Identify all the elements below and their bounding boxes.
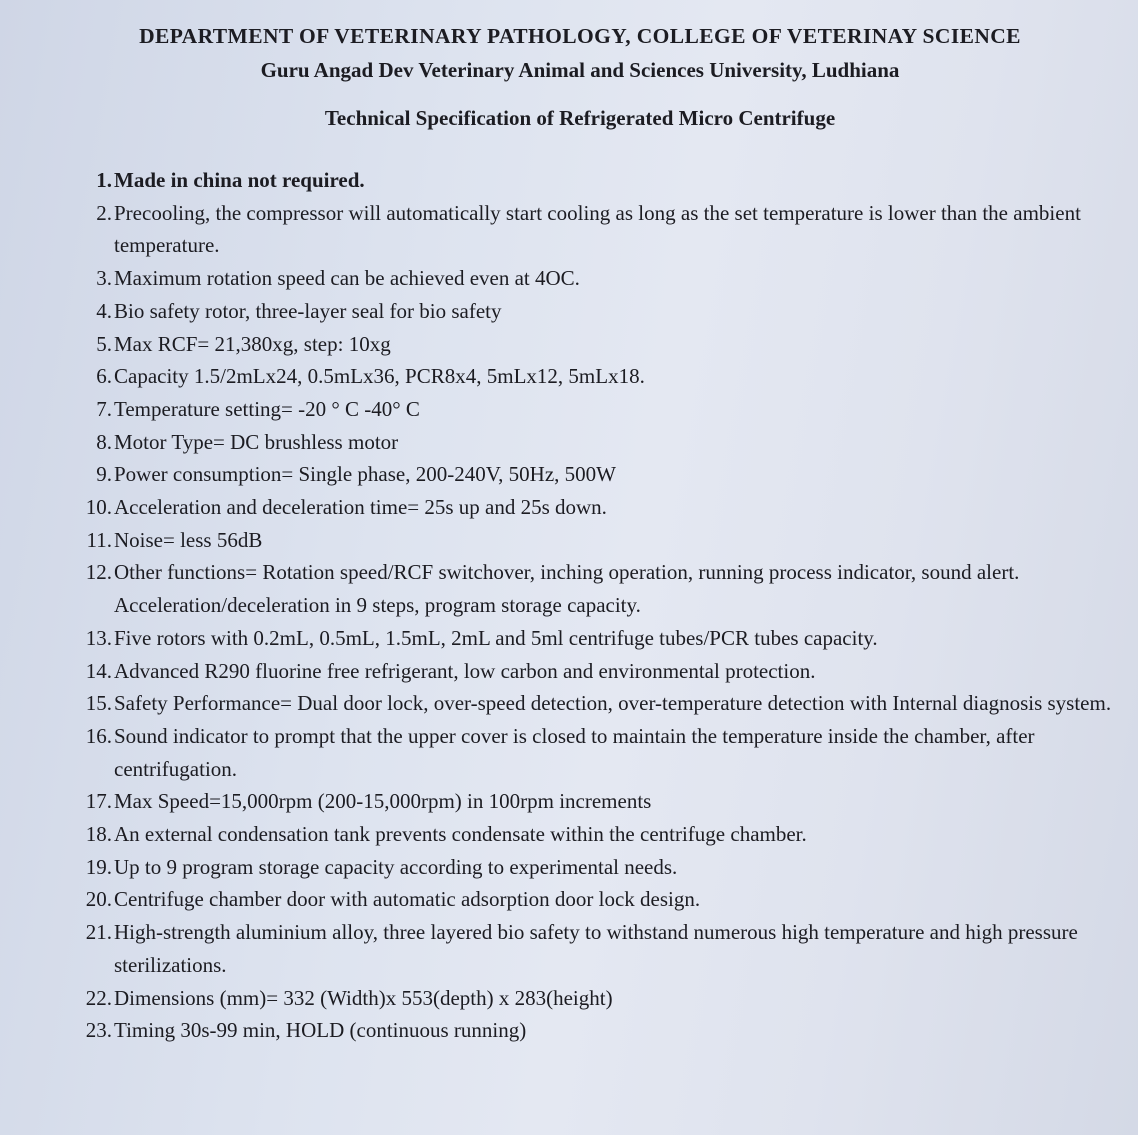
spec-text: Power consumption= Single phase, 200-240V, 50Hz, 500W (114, 462, 616, 487)
spec-number: 14. (85, 658, 112, 683)
spec-text: Noise= less 56dB (114, 527, 263, 552)
spec-item (72, 164, 1112, 197)
spec-number: 23. (85, 1018, 112, 1043)
spec-number: 1. (96, 168, 112, 192)
spec-item (72, 491, 1112, 524)
specification-list (72, 164, 1112, 1047)
spec-item (72, 785, 1112, 818)
spec-text: Temperature setting= -20 ° C -40° C (114, 396, 420, 421)
spec-number: 5. (96, 331, 112, 356)
spec-item (72, 818, 1112, 851)
spec-item (72, 982, 1112, 1015)
spec-item (72, 393, 1112, 426)
spec-number: 21. (85, 920, 112, 945)
spec-item (72, 524, 1112, 557)
spec-number: 11. (86, 527, 112, 552)
spec-text: Acceleration and deceleration time= 25s up and 25s down. (114, 495, 607, 520)
spec-item (72, 916, 1112, 981)
document-title: Technical Specification of Refrigerated Micro Centrifuge (324, 106, 836, 130)
spec-item (72, 655, 1112, 688)
spec-text: Max Speed=15,000rpm (200-15,000rpm) in 100rpm increments (114, 789, 652, 814)
spec-item (72, 197, 1112, 262)
spec-item (72, 295, 1112, 328)
spec-text: Centrifuge chamber door with automatic adsorption door lock design. (114, 887, 701, 912)
spec-text: Maximum rotation speed can be achieved even at 4OC. (114, 266, 580, 291)
spec-number: 15. (85, 691, 112, 716)
spec-number: 6. (96, 364, 112, 389)
spec-number: 12. (85, 560, 112, 585)
spec-number: 18. (85, 822, 112, 847)
spec-item (72, 458, 1112, 491)
spec-text: Max RCF= 21,380xg, step: 10xg (114, 331, 391, 356)
university-heading: Guru Angad Dev Veterinary Animal and Sciences University, Ludhiana (260, 58, 900, 82)
spec-text: Safety Performance= Dual door lock, over-speed detection, over-temperature detection with Internal diagnosis system. (114, 691, 1112, 716)
spec-item (72, 622, 1112, 655)
spec-item (72, 262, 1112, 295)
spec-item (72, 687, 1112, 720)
spec-text: Made in china not required. (114, 168, 365, 192)
spec-number: 7. (96, 396, 112, 421)
spec-item (72, 1014, 1112, 1047)
spec-number: 10. (85, 495, 112, 520)
spec-text: Precooling, the compressor will automatically start cooling as long as the set temperature is lower than the ambient temperature. (114, 200, 1081, 258)
spec-text: Timing 30s-99 min, HOLD (continuous running) (114, 1018, 527, 1043)
spec-text: Five rotors with 0.2mL, 0.5mL, 1.5mL, 2mL and 5ml centrifuge tubes/PCR tubes capacity. (114, 625, 878, 650)
spec-number: 8. (96, 429, 112, 454)
department-heading: DEPARTMENT OF VETERINARY PATHOLOGY, COLLEGE OF VETERINAY SCIENCE (139, 24, 1021, 48)
spec-number: 17. (85, 789, 112, 814)
spec-item (72, 328, 1112, 361)
spec-text: Other functions= Rotation speed/RCF switchover, inching operation, running process indicator, sound alert. Acceleration/deceleration in 9 steps, program storage capacity. (114, 560, 1020, 618)
spec-text: Sound indicator to prompt that the upper cover is closed to maintain the temperature inside the chamber, after centrifugation. (114, 723, 1035, 781)
spec-number: 20. (85, 887, 112, 912)
spec-number: 13. (85, 625, 112, 650)
spec-number: 22. (85, 985, 112, 1010)
spec-text: An external condensation tank prevents condensate within the centrifuge chamber. (114, 822, 807, 847)
spec-number: 19. (85, 854, 112, 879)
spec-text: Capacity 1.5/2mLx24, 0.5mLx36, PCR8x4, 5mLx12, 5mLx18. (114, 364, 645, 389)
spec-item (72, 883, 1112, 916)
spec-number: 16. (85, 723, 112, 748)
spec-text: Dimensions (mm)= 332 (Width)x 553(depth) x 283(height) (114, 985, 613, 1010)
spec-item (72, 851, 1112, 884)
spec-number: 9. (96, 462, 112, 487)
spec-number: 3. (96, 266, 112, 291)
spec-text: Motor Type= DC brushless motor (114, 429, 399, 454)
spec-number: 2. (96, 200, 112, 225)
spec-text: Bio safety rotor, three-layer seal for bio safety (114, 298, 502, 323)
spec-item (72, 426, 1112, 459)
spec-item (72, 720, 1112, 785)
spec-text: Advanced R290 fluorine free refrigerant, low carbon and environmental protection. (114, 658, 816, 683)
spec-item (72, 556, 1112, 621)
spec-item (72, 360, 1112, 393)
spec-text: High-strength aluminium alloy, three layered bio safety to withstand numerous high temperature and high pressure sterilizations. (114, 920, 1078, 977)
spec-text: Up to 9 program storage capacity according to experimental needs. (114, 854, 678, 879)
spec-number: 4. (96, 298, 112, 323)
